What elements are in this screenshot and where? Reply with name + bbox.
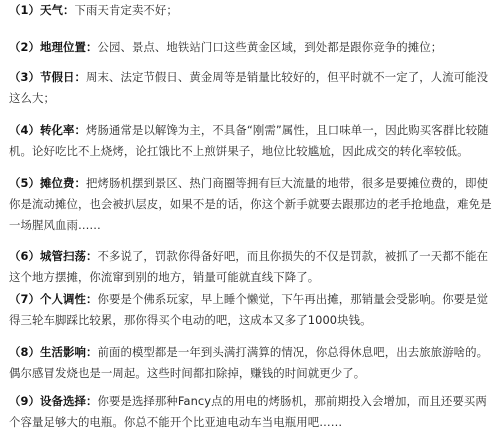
item-text: 周末、法定节假日、黄金周等是销量比较好的，但平时就不一定了，人流可能没这么大； <box>9 70 489 105</box>
item-text: 下雨天肯定卖不好； <box>74 3 178 17</box>
list-item-location <box>9 37 493 58</box>
item-heading: （6）城管扫荡： <box>9 249 98 263</box>
list-item-holidays <box>9 67 493 109</box>
item-text: 烤肠通常是以解馋为主，不具备“刚需”属性，且口味单一，因此购买客群比较随机。论好吃比不上烧烤，论扛饿比不上煎饼果子，地位比较尴尬，因此成交的转化率较低。 <box>9 123 489 158</box>
item-text: 公园、景点、地铁站门口这些黄金区域，到处都是跟你竞争的摊位； <box>97 40 443 54</box>
item-text: 前面的模型都是一年到头满打满算的情况，你总得休息吧，出去旅旅游啥的。偶尔感冒发烧也是一周起。这些时间都扣除掉，赚钱的时间就更少了。 <box>9 345 489 380</box>
item-text: 不多说了，罚款你得备好吧，而且你损失的不仅是罚款，被抓了一天都不能在这个地方摆摊，你流窜到别的地方，销量可能就直线下降了。 <box>9 249 489 284</box>
item-heading: （9）设备选择： <box>9 394 98 408</box>
list-item-weather <box>9 0 493 21</box>
list-item-equipment-choice <box>9 391 493 433</box>
list-item-city-management <box>9 246 493 288</box>
item-text: 把烤肠机摆到景区、热门商圈等拥有巨大流量的地带，很多是要摊位费的，即使你是流动摊位，也会被扒层皮，如果不是的话，你这个新手就要去跟那边的老手抢地盘，难免是一场腥风血雨…… <box>9 176 492 232</box>
item-text: 你要是选择那种Fancy点的用电的烤肠机，那前期投入会增加，而且还要买两个容量足够大的电瓶。你总不能开个比亚迪电动车当电瓶用吧…… <box>9 394 487 429</box>
item-heading: （1）天气： <box>9 3 75 17</box>
item-heading: （2）地理位置： <box>9 40 98 54</box>
item-heading: （4）转化率： <box>9 123 86 137</box>
list-item-personal-style <box>9 289 493 331</box>
list-item-life-impact <box>9 342 493 384</box>
item-heading: （3）节假日： <box>9 70 86 84</box>
item-text: 你要是个佛系玩家，早上睡个懒觉，下午再出摊，那销量会受影响。你要是觉得三轮车脚踩比较累，那你得买个电动的吧，这成本又多了1000块钱。 <box>9 292 489 327</box>
item-heading: （7）个人调性： <box>9 292 98 306</box>
item-heading: （5）摊位费： <box>9 176 86 190</box>
item-heading: （8）生活影响： <box>9 345 98 359</box>
list-item-stall-fee <box>9 173 493 236</box>
list-item-conversion-rate <box>9 120 493 162</box>
